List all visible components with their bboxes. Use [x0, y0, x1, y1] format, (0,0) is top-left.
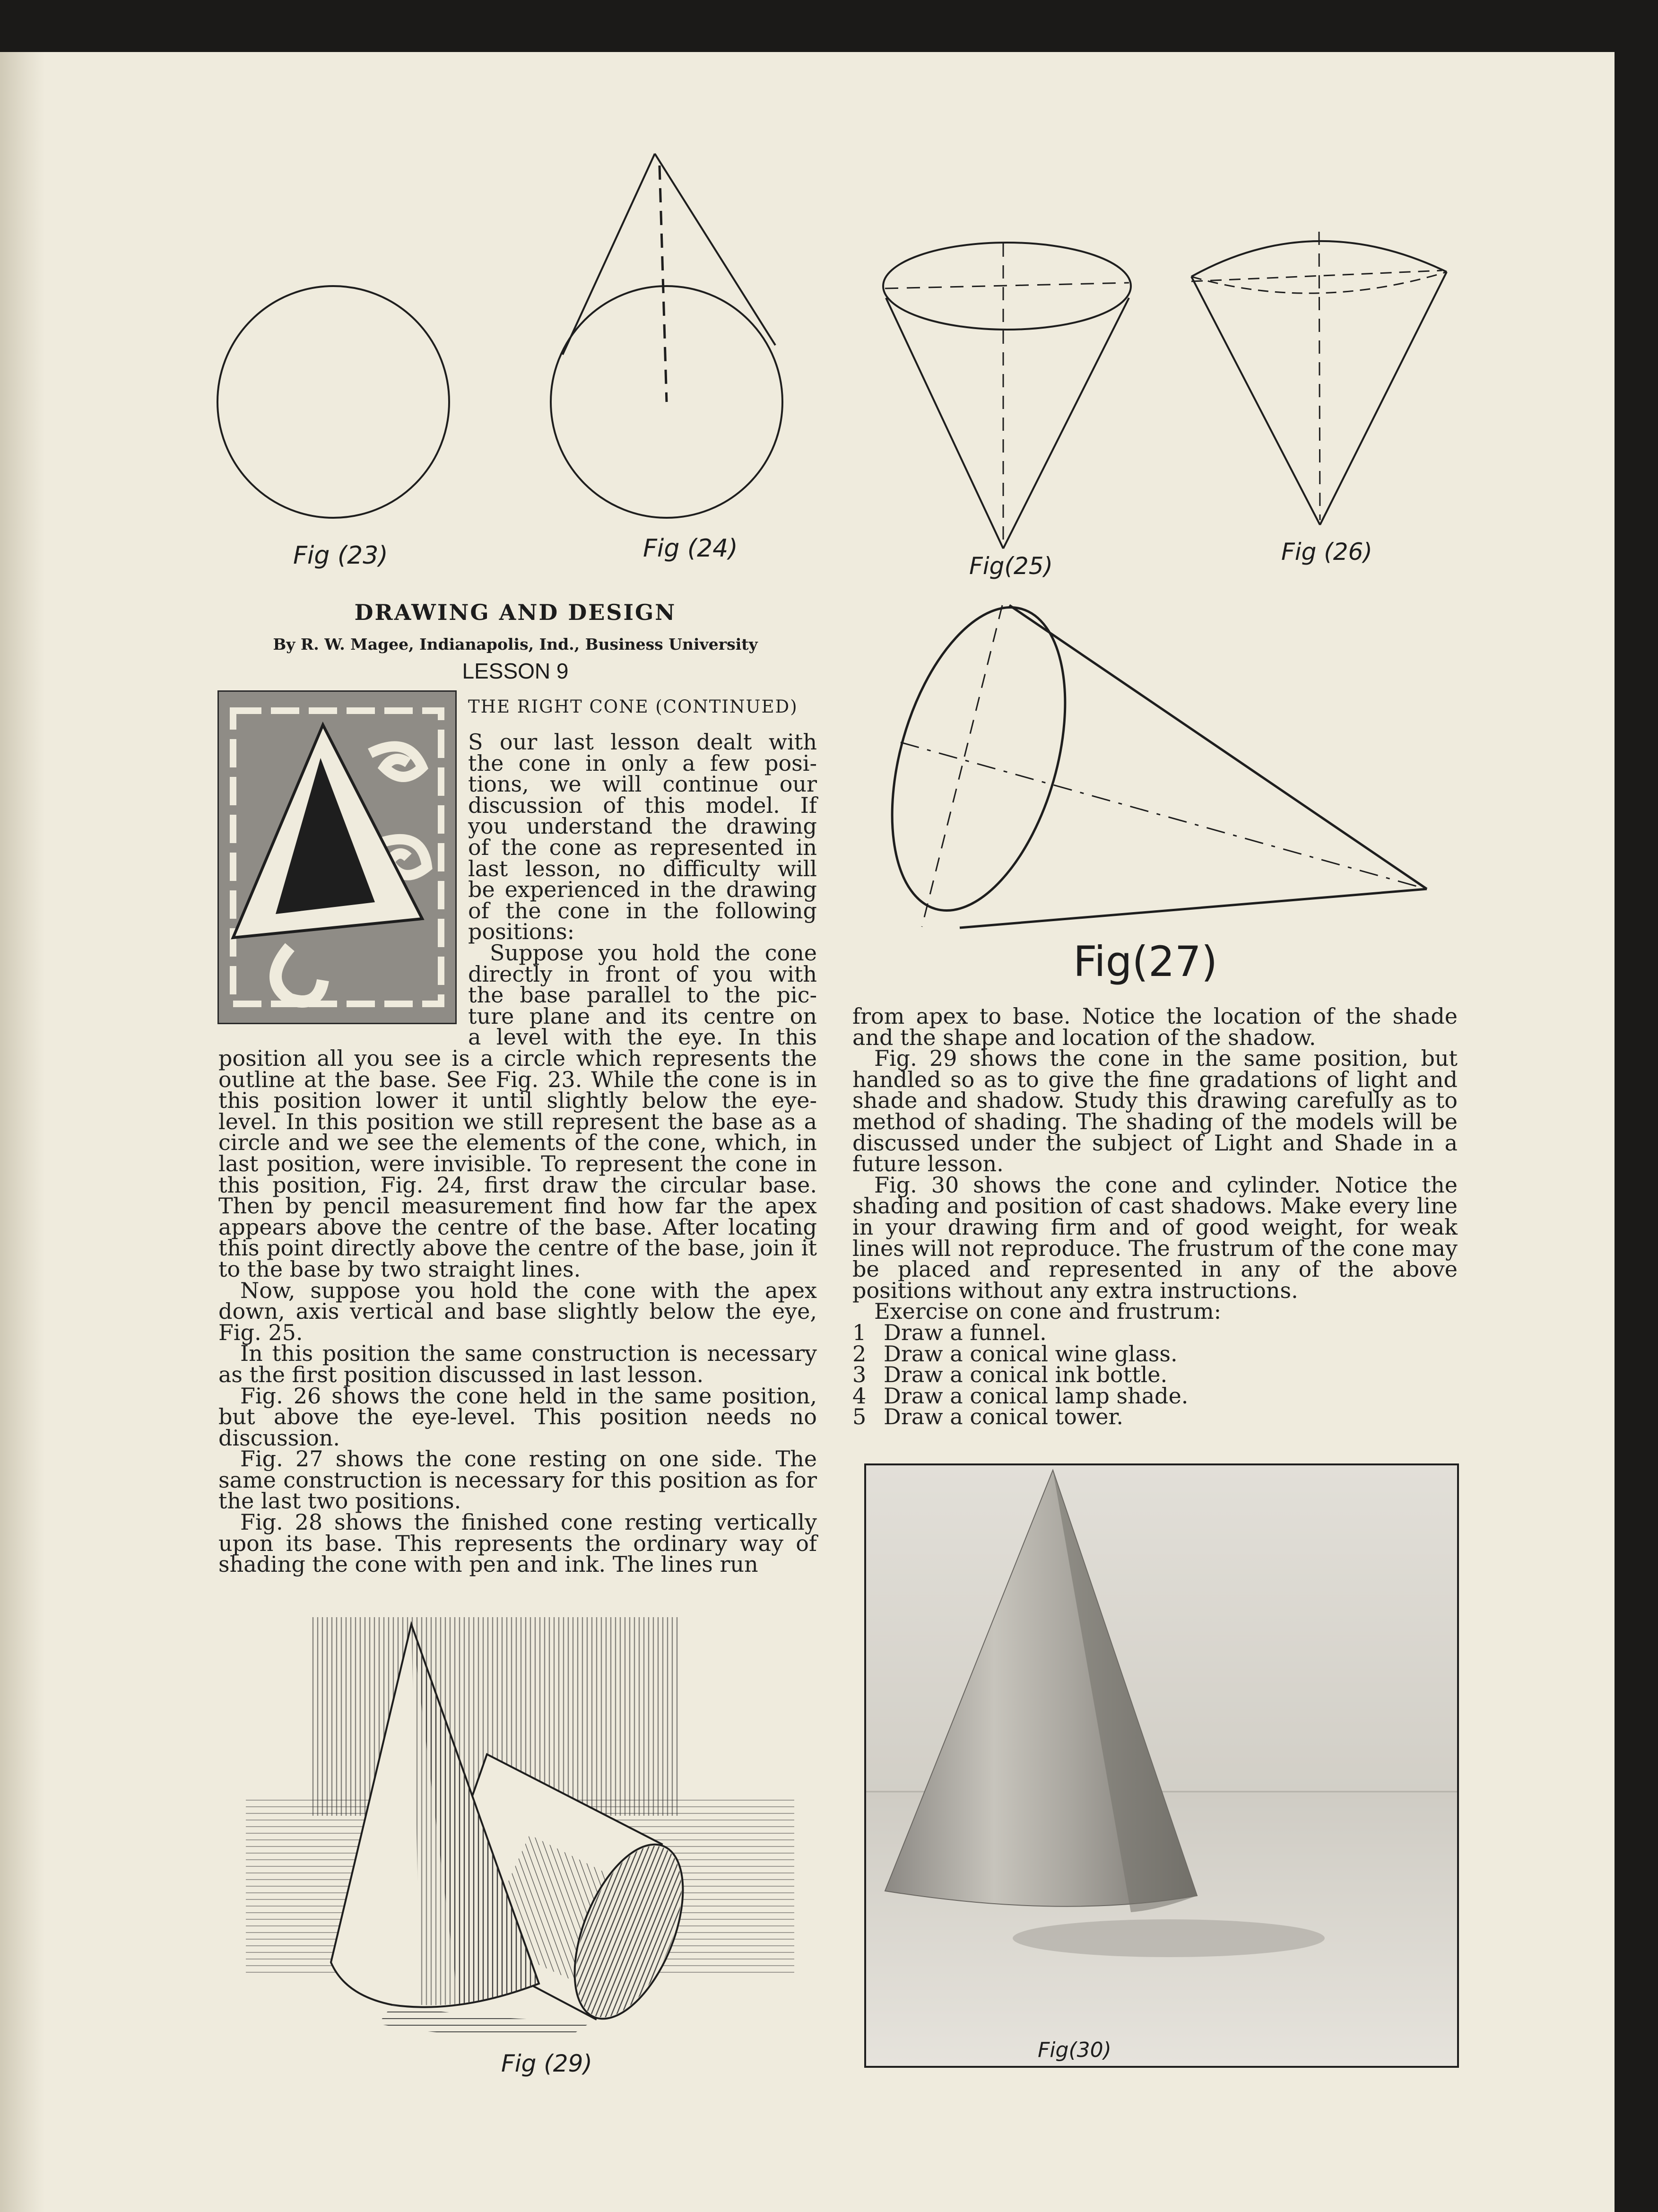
lesson-number: LESSON 9	[462, 659, 569, 683]
intro-wrapped-text	[468, 729, 817, 1050]
wrap-line: Suppose you hold the cone	[490, 940, 817, 966]
wrap-line: of the cone in the following	[468, 897, 817, 923]
paragraph: position all you see is a circle which represents the outline at the base. See Fig. 23. While the cone is in this position lower it until slightly below the eye-level. In this position we still represent the base as a circle and we see the elements of the cone, which, in last position, were invisible. To represent the cone in this position, Fig. 24, first draw the circular base. Then by pencil measurement find how far the apex appears above the centre of the base. After locating this point directly above the centre of the base, join it to the base by two straight lines.	[218, 1045, 817, 1282]
article-byline: By R. W. Magee, Indianapolis, Ind., Business University	[273, 635, 758, 653]
fig-30-caption: Fig(30)	[1038, 2038, 1111, 2062]
fig-24-caption: Fig (24)	[643, 534, 738, 563]
exercise-list	[852, 1319, 1458, 1430]
fig-29-caption: Fig (29)	[501, 2050, 592, 2077]
fig-23-caption: Fig (23)	[293, 541, 388, 570]
wrap-line: be experienced in the drawing	[468, 877, 817, 903]
paragraph: Now, suppose you hold the cone with the apex down, axis vertical and base slightly below the eye, Fig. 25.	[218, 1277, 817, 1345]
wrap-line: discussion of this model. If	[468, 792, 817, 818]
wrap-line: last lesson, no difficulty will	[468, 855, 817, 881]
fig-23-circle-drawing	[208, 279, 454, 525]
fig-30-shaded-cone-drawing	[866, 1465, 1457, 2066]
paragraph: In this position the same construction is necessary as the first position discussed in last lesson.	[218, 1341, 817, 1387]
wrap-line: you understand the drawing	[468, 813, 817, 839]
exercise-item: 5 Draw a conical tower.	[852, 1404, 1123, 1430]
wrap-line: ture plane and its centre on	[468, 1003, 817, 1029]
article-subhead: THE RIGHT CONE (CONTINUED)	[468, 697, 798, 717]
paragraph: Fig. 29 shows the cone in the same position, but handled so as to give the fine gradations of light and shade and shadow. Study this drawing carefully as to method of shading. The shading of the models will be discussed under the subject of Light and Shade in a future lesson.	[852, 1045, 1458, 1177]
paragraph: Fig. 26 shows the cone held in the same position, but above the eye-level. This position needs no discussion.	[218, 1383, 817, 1451]
wrap-line: of the cone as represented in	[468, 834, 817, 860]
paragraph: Fig. 27 shows the cone resting on one side. The same construction is necessary for this position as for the last two positions.	[218, 1446, 817, 1514]
left-column-text	[218, 1045, 817, 1577]
wrap-line: directly in front of you with	[468, 961, 817, 987]
wrap-line: positions:	[468, 919, 575, 945]
fig-24-cone-drawing	[544, 147, 808, 525]
exercise-item: 1 Draw a funnel.	[852, 1319, 1047, 1345]
wrap-line: tions, we will continue our	[468, 771, 817, 797]
wrap-line: S our last lesson dealt with	[468, 729, 817, 755]
fig-27-cone-on-side-drawing	[889, 591, 1432, 941]
binding-gutter	[0, 52, 45, 2212]
fig-27-caption: Fig(27)	[1073, 937, 1218, 986]
exercise-item: 2 Draw a conical wine glass.	[852, 1341, 1178, 1367]
fig-30-shaded-cone-frame	[864, 1463, 1459, 2068]
wrap-line: the cone in only a few posi-	[468, 750, 817, 776]
fig-25-inverted-cone-drawing	[879, 222, 1135, 553]
fig-25-caption: Fig(25)	[969, 552, 1053, 580]
drop-cap-ornament	[217, 690, 457, 1024]
paragraph: Fig. 28 shows the finished cone resting vertically upon its base. This represents the ordinary way of shading the cone with pen and ink. The lines run	[218, 1509, 817, 1577]
exercise-item: 4 Draw a conical lamp shade.	[852, 1383, 1189, 1409]
article-title: DRAWING AND DESIGN	[354, 600, 677, 625]
right-column-text	[852, 1003, 1458, 1430]
fig-29-cone-and-cylinder-drawing	[236, 1598, 813, 2057]
fig-26-inverted-cone-drawing	[1187, 222, 1451, 534]
wrap-line: the base parallel to the pic-	[468, 982, 817, 1008]
paragraph: Fig. 30 shows the cone and cylinder. Notice the shading and position of cast shadows. Make every line in your drawing firm and of good weight, for weak lines will not reproduce. The frustrum of the cone may be placed and represented in any of the above positions without any extra instructions.	[852, 1172, 1458, 1303]
wrap-line: a level with the eye. In this	[468, 1024, 817, 1050]
fig-26-caption: Fig (26)	[1281, 538, 1372, 566]
paragraph: Exercise on cone and frustrum:	[874, 1298, 1222, 1324]
exercise-item: 3 Draw a conical ink bottle.	[852, 1362, 1168, 1388]
paragraph: from apex to base. Notice the location of the shade and the shape and location of the shadow.	[852, 1003, 1458, 1050]
